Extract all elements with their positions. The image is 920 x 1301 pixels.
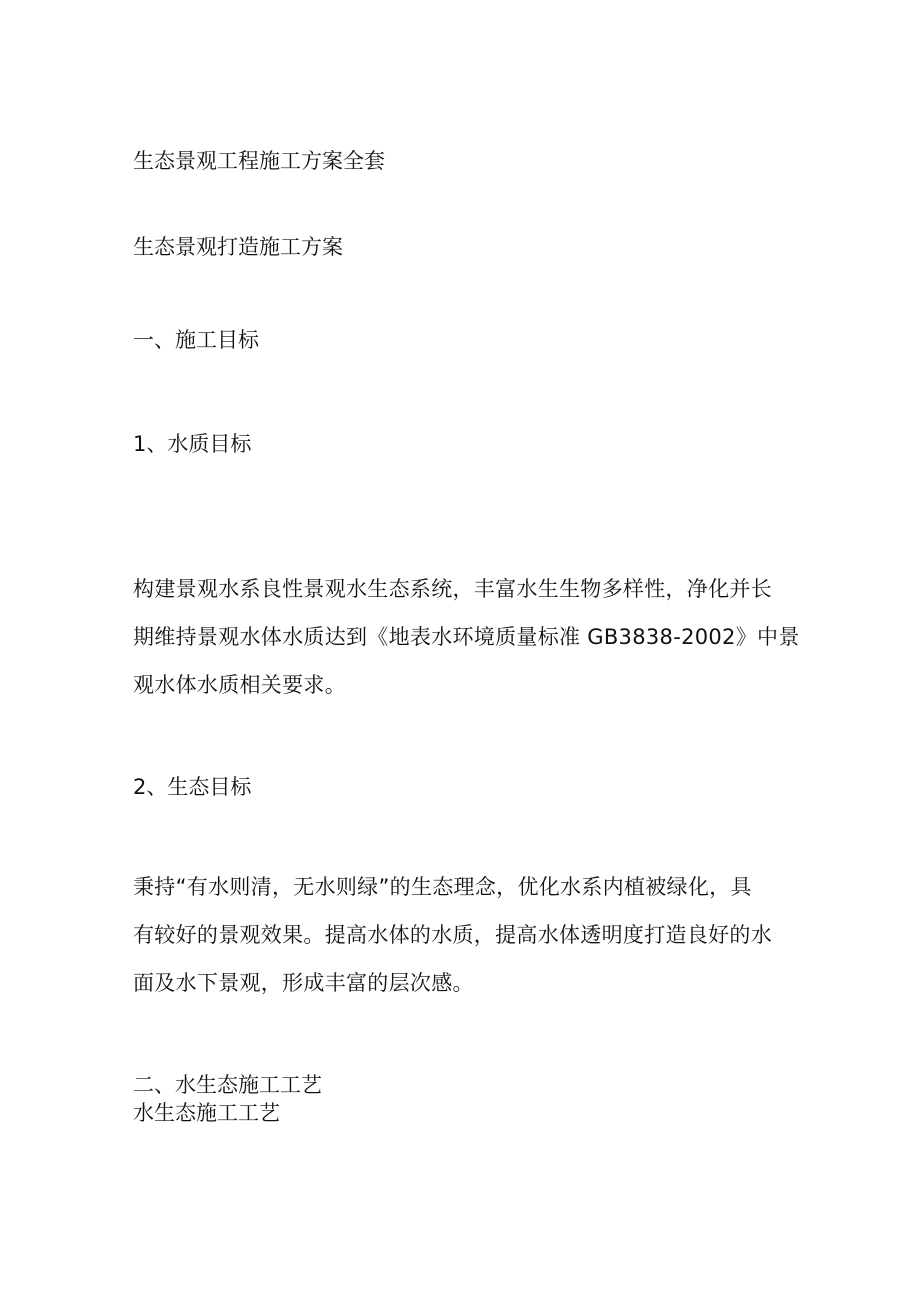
paragraph-line: 面及水下景观，形成丰富的层次感。 [133, 971, 474, 995]
paragraph-line: 期维持景观水体水质达到《地表水环境质量标准 GB3838-2002》中景 [133, 625, 800, 649]
paragraph-line: 观水体水质相关要求。 [133, 673, 346, 697]
paragraph-ecology [133, 863, 793, 1007]
document-subtitle: 生态景观打造施工方案 [133, 235, 343, 259]
section-heading-1: 一、施工目标 [133, 328, 259, 352]
paragraph-line: 构建景观水系良性景观水生态系统，丰富水生生物多样性，净化并长 [133, 577, 772, 601]
item-heading-ecology: 2、生态目标 [133, 775, 252, 799]
item-heading-water-quality: 1、水质目标 [133, 432, 252, 456]
document-title: 生态景观工程施工方案全套 [133, 149, 385, 173]
paragraph-line: 有较好的景观效果。提高水体的水质，提高水体透明度打造良好的水 [133, 923, 772, 947]
paragraph-water-quality [133, 565, 800, 709]
section-heading-2: 二、水生态施工工艺 [133, 1073, 322, 1097]
paragraph-line: 秉持“有水则清，无水则绿”的生态理念，优化水系内植被绿化，具 [133, 875, 752, 899]
section-subheading-2: 水生态施工工艺 [133, 1101, 280, 1125]
